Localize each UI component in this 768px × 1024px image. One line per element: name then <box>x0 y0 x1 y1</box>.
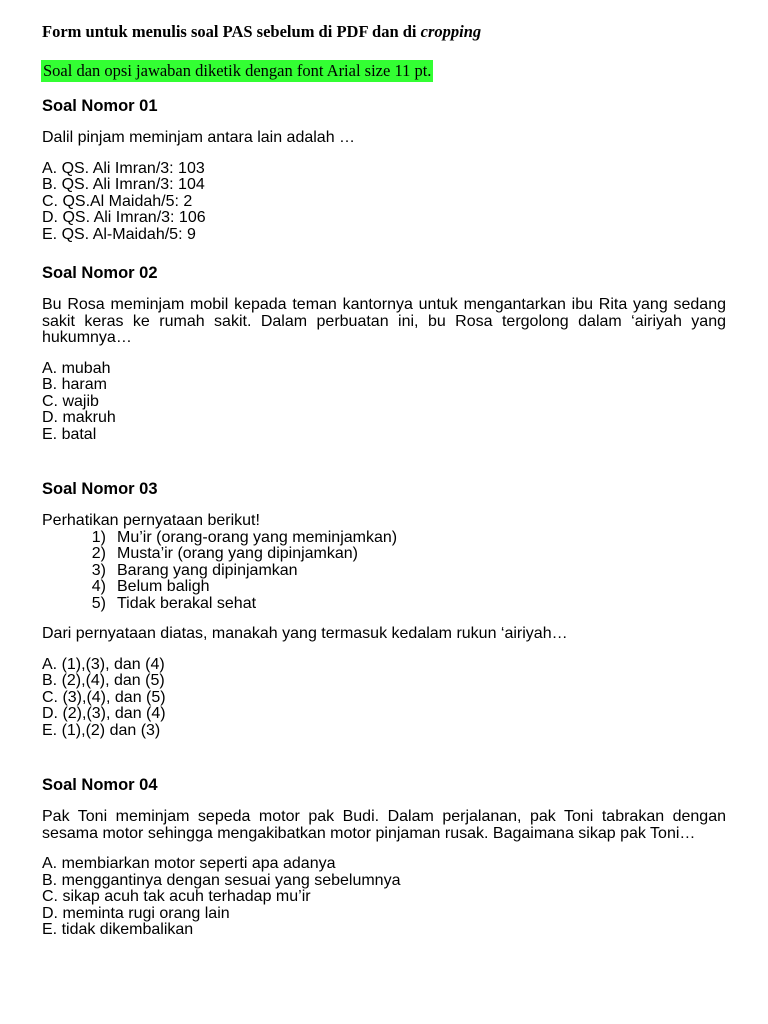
question-heading: Soal Nomor 02 <box>42 264 158 282</box>
statement-item <box>42 563 726 580</box>
option-c: C. wajib <box>42 392 99 410</box>
option-a: A. mubah <box>42 359 111 377</box>
question-stem: Dari pernyataan diatas, manakah yang termasuk kedalam rukun ‘airiyah… <box>42 625 568 642</box>
option-list <box>42 657 726 740</box>
question-stem: Dalil pinjam meminjam antara lain adalah … <box>42 129 356 146</box>
statement-item <box>42 546 726 563</box>
option-d: D. (2),(3), dan (4) <box>42 705 166 722</box>
option-b: B. (2),(4), dan (5) <box>42 672 165 689</box>
form-title <box>42 22 481 42</box>
option-e: E. tidak dikembalikan <box>42 921 194 938</box>
question-intro: Perhatikan pernyataan berikut! <box>42 512 260 529</box>
option-a: A. membiarkan motor seperti apa adanya <box>42 855 336 872</box>
option-list <box>42 856 726 939</box>
statement-item <box>42 530 726 547</box>
option-e: E. (1),(2) dan (3) <box>42 721 161 739</box>
option-list <box>42 361 726 444</box>
option-c: C. (3),(4), dan (5) <box>42 688 166 706</box>
option-a: A. QS. Ali Imran/3: 103 <box>42 159 205 177</box>
statement-number: 4) <box>91 578 106 595</box>
statement-number: 1) <box>91 528 106 546</box>
font-instruction-highlight: Soal dan opsi jawaban diketik dengan font Arial size 11 pt. <box>43 61 432 80</box>
statement-text: Tidak berakal sehat <box>117 594 257 612</box>
question-03 <box>42 479 726 739</box>
statement-text: Belum baligh <box>117 578 210 595</box>
option-b: B. menggantinya dengan sesuai yang sebelumnya <box>42 871 401 889</box>
statement-text: Mu’ir (orang-orang yang meminjamkan) <box>117 528 398 546</box>
option-a: A. (1),(3), dan (4) <box>42 655 165 673</box>
statement-text: Barang yang dipinjamkan <box>117 561 298 579</box>
option-c: C. QS.Al Maidah/5: 2 <box>42 192 193 210</box>
option-c: C. sikap acuh tak acuh terhadap mu’ir <box>42 888 311 905</box>
question-heading: Soal Nomor 03 <box>42 480 158 498</box>
option-list <box>42 161 726 244</box>
question-heading: Soal Nomor 04 <box>42 776 158 794</box>
statement-number: 2) <box>91 545 106 562</box>
option-b: B. QS. Ali Imran/3: 104 <box>42 176 205 193</box>
option-b: B. haram <box>42 376 107 393</box>
statement-text: Musta’ir (orang yang dipinjamkan) <box>117 545 358 562</box>
option-d: D. makruh <box>42 409 116 426</box>
form-title-italic: cropping <box>420 22 482 41</box>
statement-number: 5) <box>91 594 106 612</box>
statement-list <box>42 530 726 613</box>
form-title-main: Form untuk menulis soal PAS sebelum di PDF dan di <box>42 22 421 41</box>
statement-number: 3) <box>91 561 106 579</box>
option-e: E. QS. Al-Maidah/5: 9 <box>42 225 196 243</box>
question-02 <box>42 263 726 443</box>
question-01 <box>42 96 726 243</box>
question-stem: Bu Rosa meminjam mobil kepada teman kantornya untuk mengantarkan ibu Rita yang sedang sakit keras ke rumah sakit. Dalam perbuatan ini, bu Rosa tergolong dalam ‘airiyah yang hukumnya… <box>42 296 726 346</box>
question-heading: Soal Nomor 01 <box>42 97 158 115</box>
option-d: D. QS. Ali Imran/3: 106 <box>42 209 206 226</box>
statement-item <box>42 579 726 596</box>
option-e: E. batal <box>42 425 97 443</box>
option-d: D. meminta rugi orang lain <box>42 904 230 922</box>
statement-item <box>42 596 726 613</box>
question-stem: Pak Toni meminjam sepeda motor pak Budi. Dalam perjalanan, pak Toni tabrakan dengan sesama motor sehingga mengakibatkan motor pinjaman rusak. Bagaimana sikap pak Toni… <box>42 808 726 842</box>
question-04 <box>42 775 726 939</box>
